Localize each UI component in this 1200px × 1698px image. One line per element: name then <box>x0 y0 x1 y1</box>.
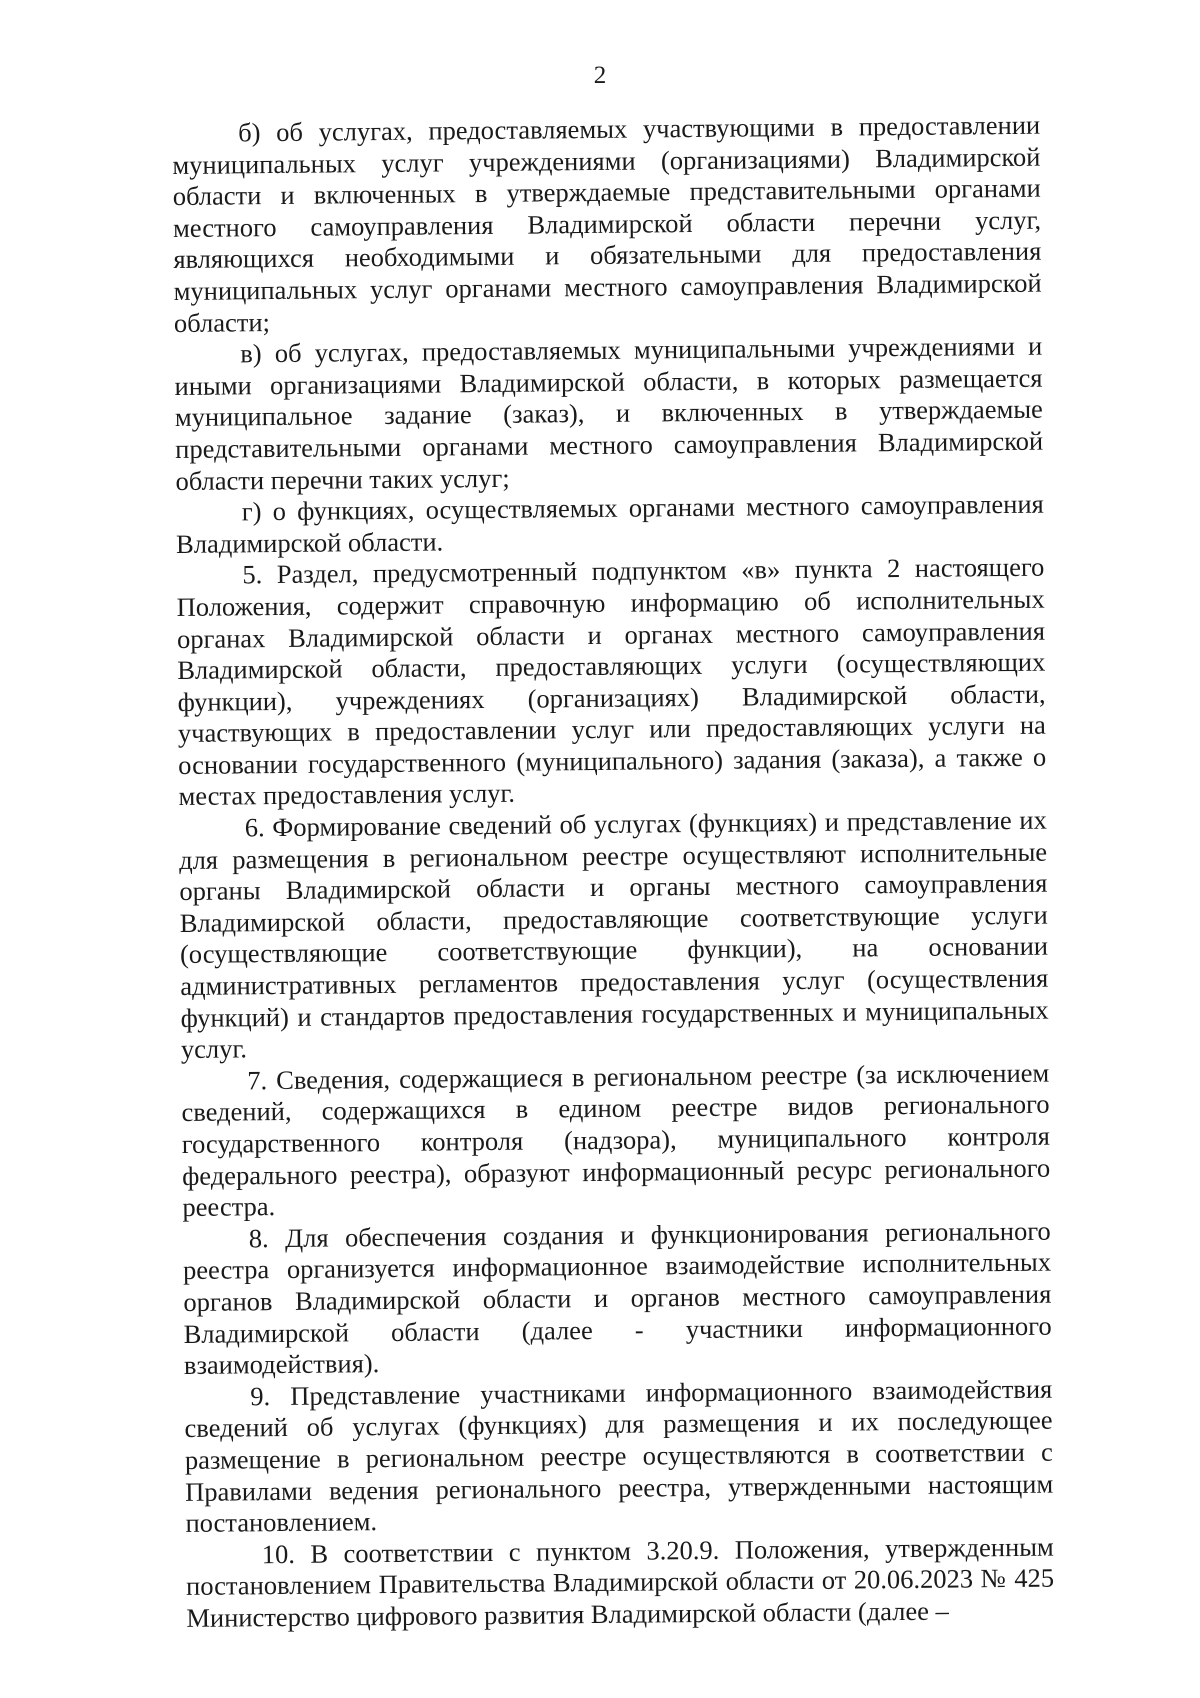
page-number: 2 <box>593 62 607 89</box>
paragraph-item-9: 9. Представление участниками информационного взаимодействия сведений об услугах (функциях) для размещения и их последующее размещение в региональном реестре осуществляются в соответствии с Правилами ведения регионального реестра, утвержденными настоящим постановлением. <box>184 1373 1054 1539</box>
document-body <box>172 110 1055 1635</box>
paragraph-item-5: 5. Раздел, предусмотренный подпунктом «в» пункта 2 настоящего Положения, содержит справочную информацию об исполнительных органах Владимирской области и органах местного самоуправления Владимирской области, предоставляющих услуги (осуществляющих функции), учреждениях (организациях) Владимирской области, участвующих в предоставлении услуг или предоставляющих услуги на основании государственного (муниципального) задания (заказа), а также о местах предоставления услуг. <box>176 551 1047 812</box>
paragraph-item-6: 6. Формирование сведений об услугах (функциях) и представление их для размещения в региональном реестре осуществляют исполнительные органы Владимирской области и органы местного самоуправления Владимирской области, предоставляющие соответствующие услуги (осуществляющие соответствующие функции), на основании административных регламентов предоставления услуг (осуществления функций) и стандартов предоставления государственных и муниципальных услуг. <box>178 804 1049 1065</box>
paragraph-subitem-g: г) о функциях, осуществляемых органами местного самоуправления Владимирской области. <box>175 488 1044 559</box>
paragraph-subitem-v: в) об услугах, предоставляемых муниципальными учреждениями и иными организациями Владимирской области, в которых размещается муниципальное задание (заказ), и включенных в утверждаемые представительными органами местного самоуправления Владимирской области перечни таких услуг; <box>174 330 1044 496</box>
paragraph-item-8: 8. Для обеспечения создания и функционирования регионального реестра организуется информационное взаимодействие исполнительных органов Владимирской области и органов местного самоуправления Владимирской области (далее - участники информационного взаимодействия). <box>182 1215 1052 1381</box>
paragraph-item-7: 7. Сведения, содержащиеся в региональном реестре (за исключением сведений, содержащихся в едином реестре видов регионального государственного контроля (надзора), муниципального контроля федерального реестра), образуют информационный ресурс регионального реестра. <box>181 1057 1051 1223</box>
paragraph-subitem-b: б) об услугах, предоставляемых участвующими в предоставлении муниципальных услуг учреждениями (организациями) Владимирской области и включенных в утверждаемые представительными органами местного самоуправления Владимирской области перечни услуг, являющихся необходимыми и обязательными для предоставления муниципальных услуг органами местного самоуправления Владимирской области; <box>172 109 1042 338</box>
paragraph-item-10: 10. В соответствии с пунктом 3.20.9. Положения, утвержденным постановлением Правительства Владимирской области от 20.06.2023 № 425 Министерство цифрового развития Владимирской области (далее – <box>185 1531 1055 1633</box>
